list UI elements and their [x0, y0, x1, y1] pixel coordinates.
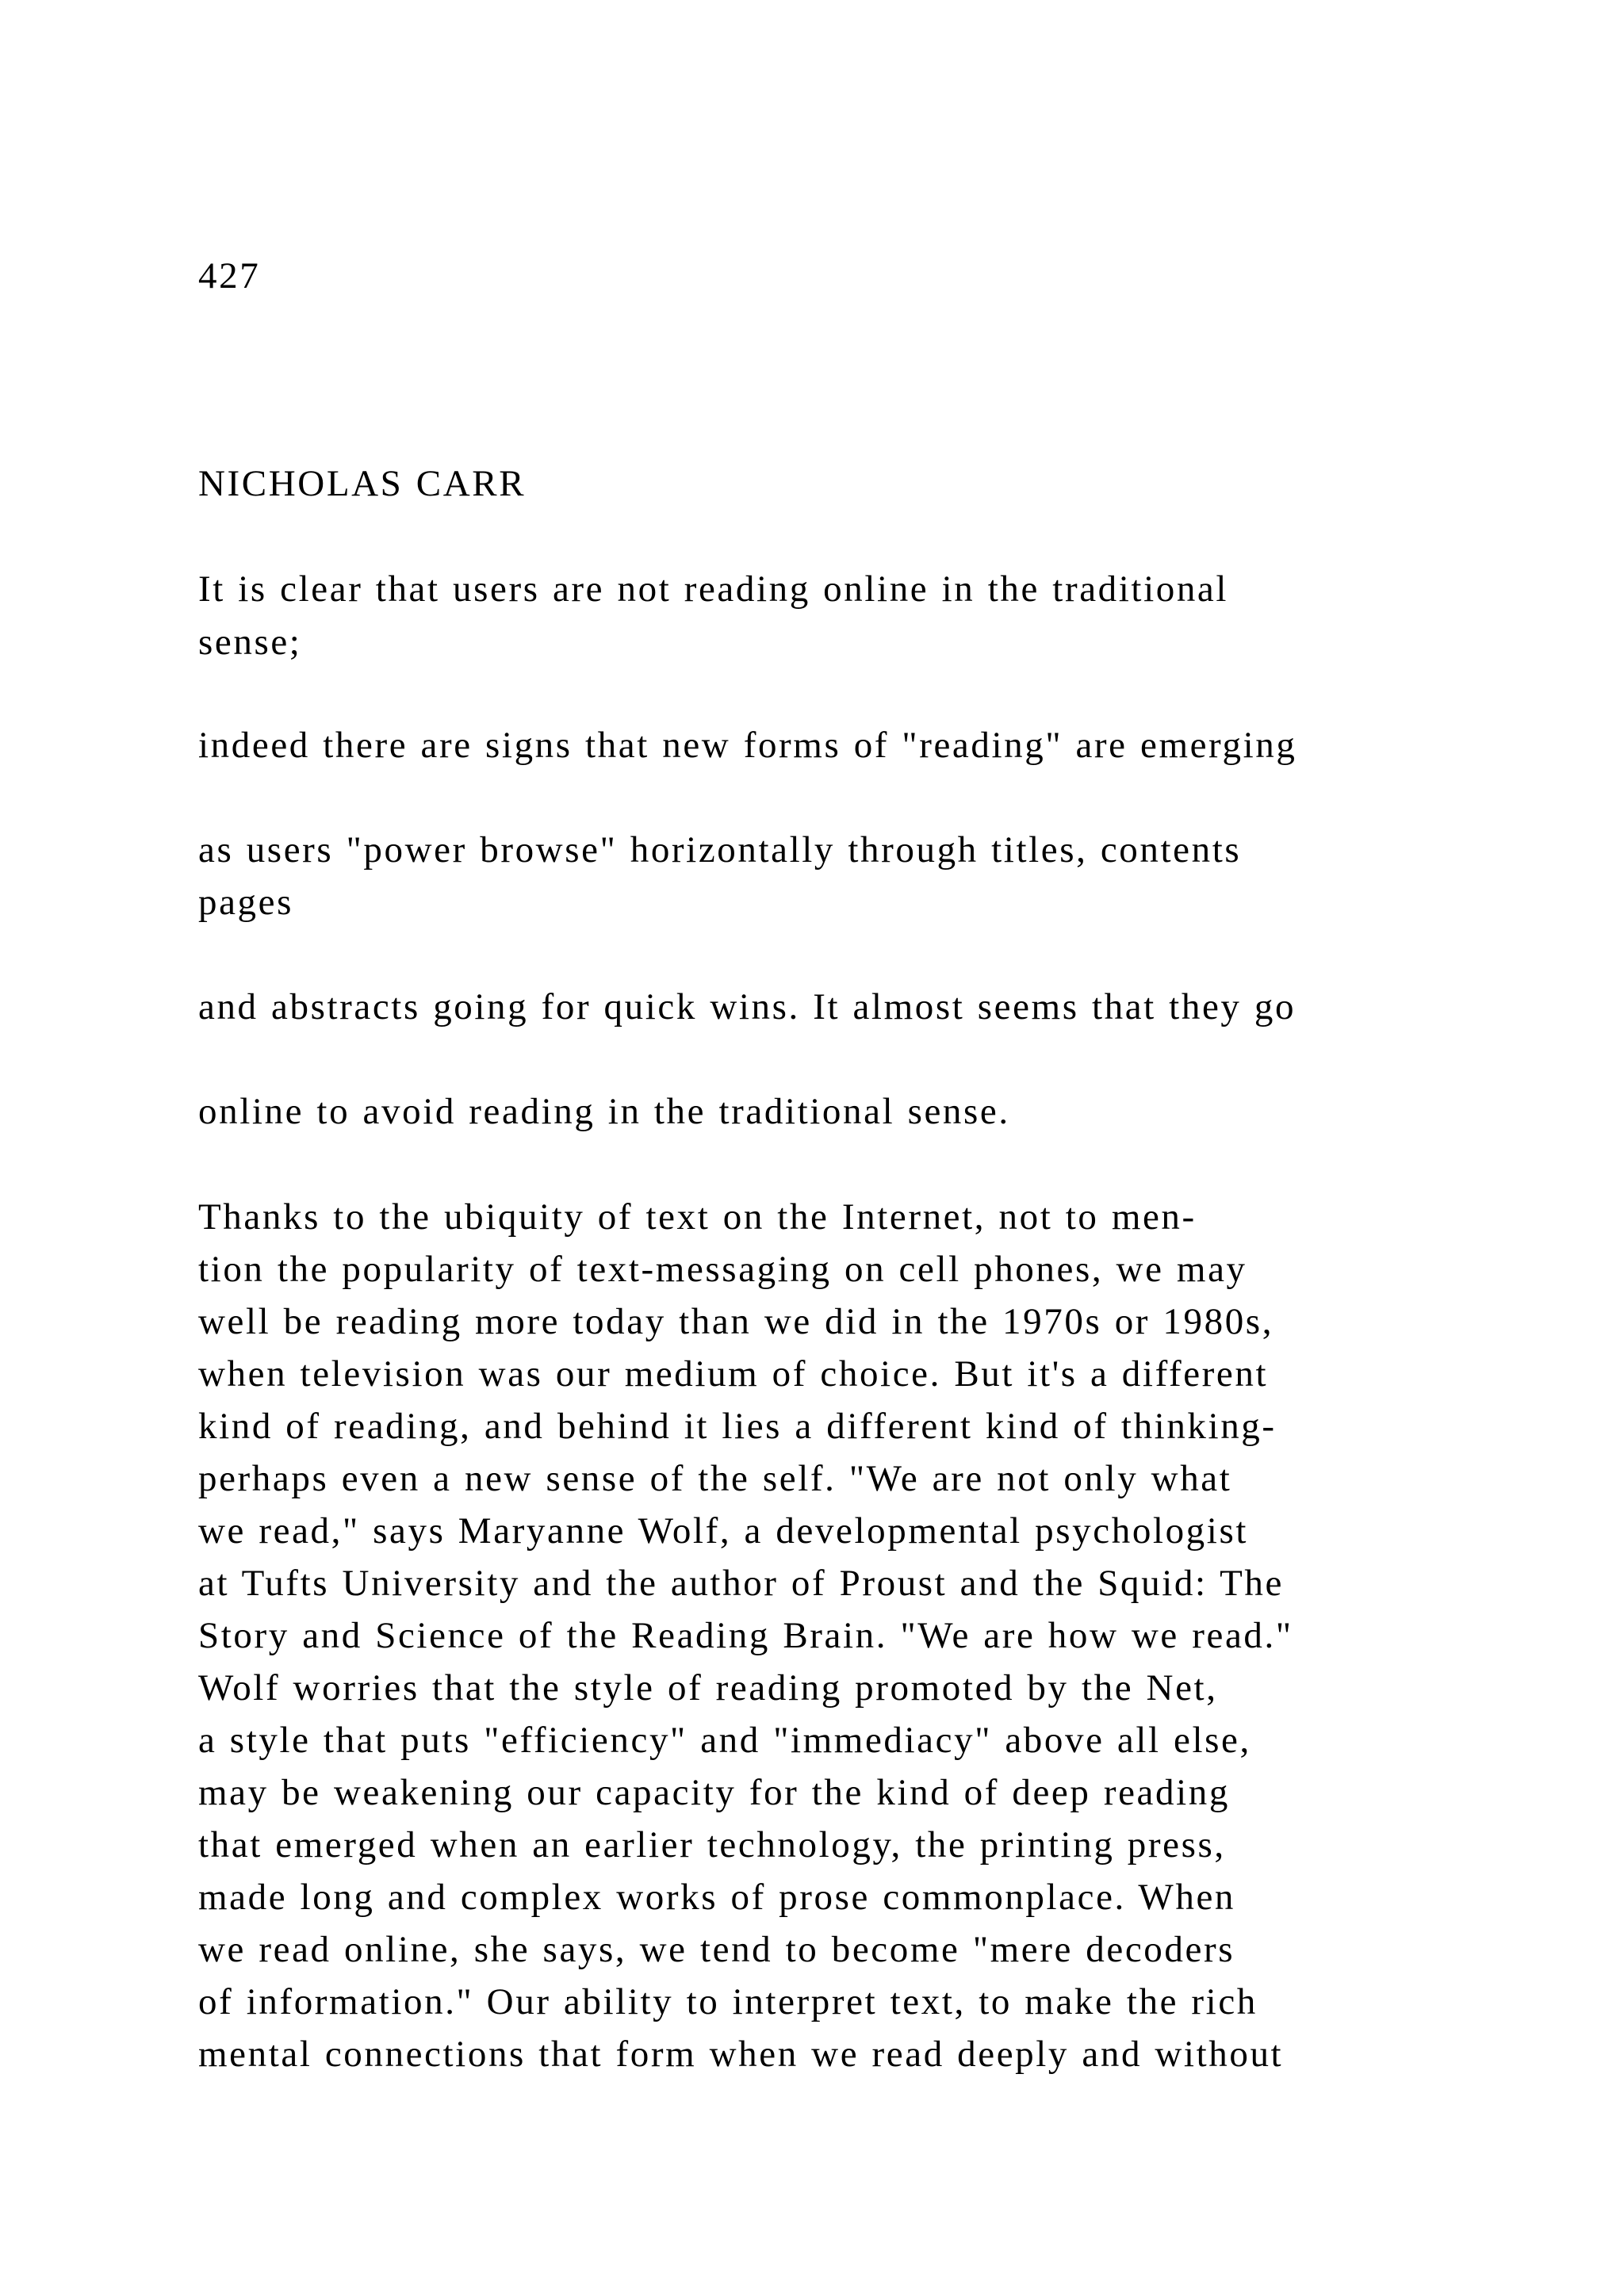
body-line: well be reading more today than we did in the 1970s or 1980s,: [198, 1301, 1274, 1342]
body-line: Wolf worries that the style of reading promoted by the Net,: [198, 1667, 1218, 1709]
body-line: of information." Our ability to interpret text, to make the rich: [198, 1981, 1258, 2022]
body-line: we read online, she says, we tend to become "mere decoders: [198, 1929, 1235, 1970]
quote-line: and abstracts going for quick wins. It almost seems that they go: [198, 986, 1297, 1027]
running-head-author: NICHOLAS CARR: [198, 463, 527, 504]
body-line: made long and complex works of prose commonplace. When: [198, 1877, 1236, 1918]
body-line: when television was our medium of choice. But it's a different: [198, 1353, 1269, 1395]
body-line: may be weakening our capacity for the kind of deep reading: [198, 1772, 1230, 1813]
body-line: kind of reading, and behind it lies a different kind of thinking-: [198, 1406, 1277, 1447]
quote-line: pages: [198, 882, 294, 923]
body-line: tion the popularity of text-messaging on cell phones, we may: [198, 1249, 1247, 1290]
body-line: a style that puts "efficiency" and "immediacy" above all else,: [198, 1720, 1251, 1761]
quote-line: It is clear that users are not reading online in the traditional: [198, 568, 1229, 610]
page-number: 427: [198, 255, 261, 297]
quote-line: sense;: [198, 622, 302, 663]
body-line: at Tufts University and the author of Proust and the Squid: The: [198, 1563, 1284, 1604]
body-line: that emerged when an earlier technology, the printing press,: [198, 1824, 1226, 1866]
body-line: Thanks to the ubiquity of text on the Internet, not to men-: [198, 1196, 1197, 1238]
body-line: we read," says Maryanne Wolf, a developmental psychologist: [198, 1510, 1248, 1552]
body-line: perhaps even a new sense of the self. "We are not only what: [198, 1458, 1232, 1499]
body-line: Story and Science of the Reading Brain. "We are how we read.": [198, 1615, 1293, 1656]
body-line: mental connections that form when we read deeply and without: [198, 2034, 1284, 2075]
quote-line: online to avoid reading in the traditional sense.: [198, 1091, 1010, 1132]
quote-line: as users "power browse" horizontally through titles, contents: [198, 829, 1242, 871]
quote-line: indeed there are signs that new forms of "reading" are emerging: [198, 725, 1297, 766]
